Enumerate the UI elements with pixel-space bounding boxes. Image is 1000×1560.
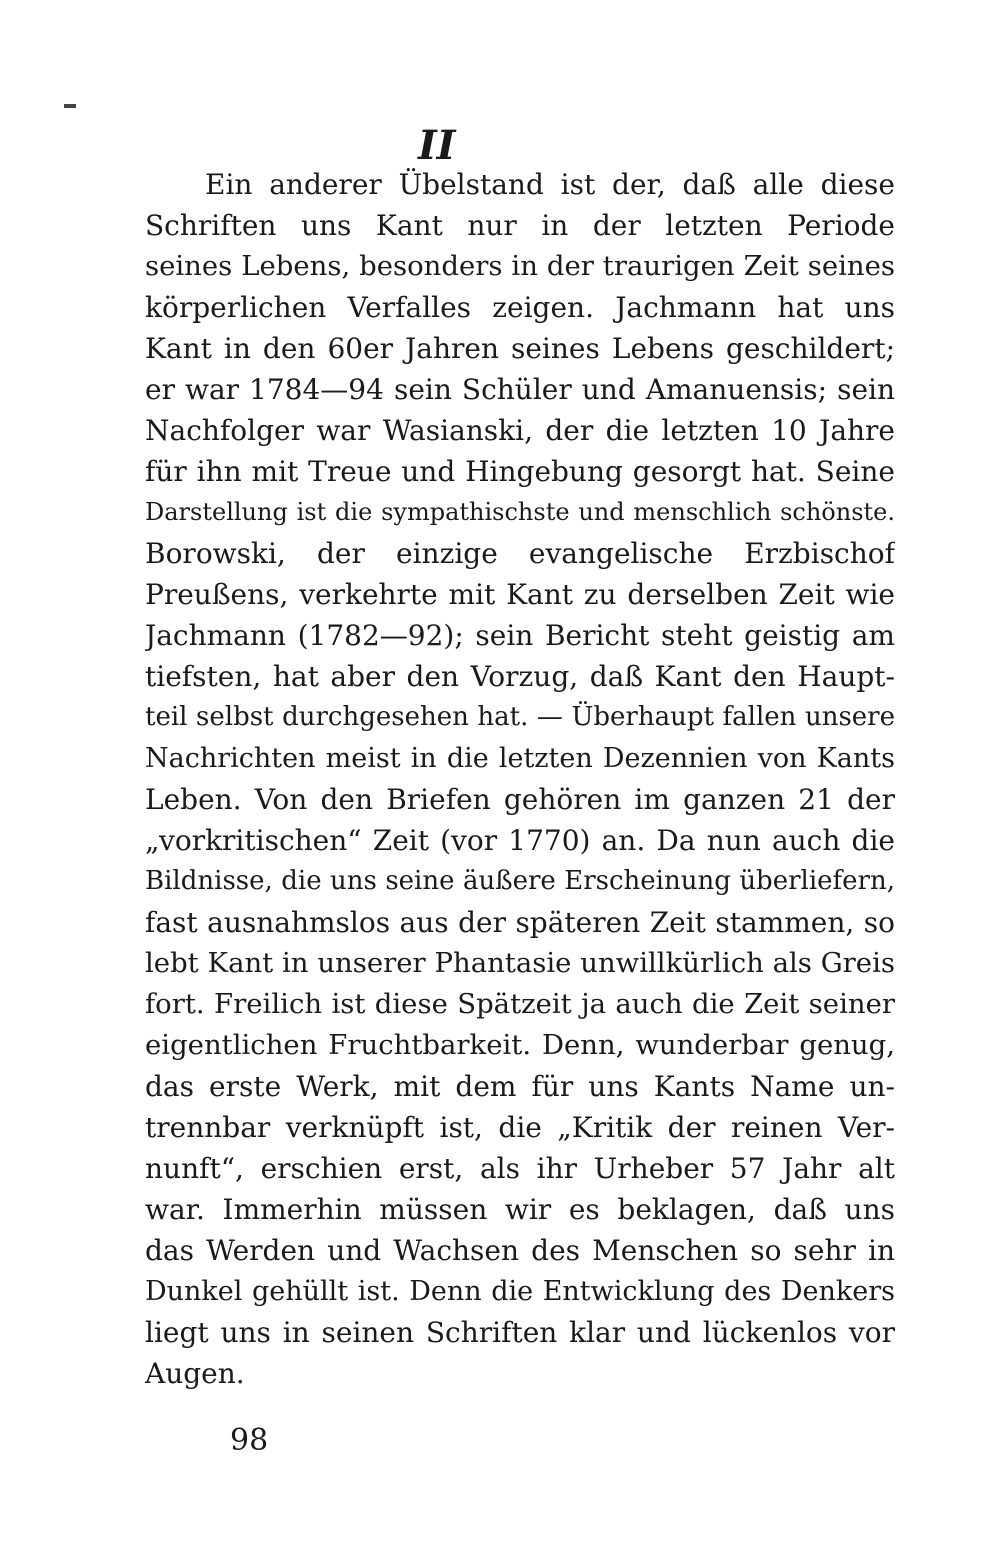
text-line: fort. Freilich ist diese Spätzeit ja auch die Zeit seiner <box>145 988 895 1020</box>
text-line: Dunkel gehüllt ist. Denn die Entwicklung des Denkers <box>145 1276 895 1307</box>
text-line: Nachfolger war Wasianski, der die letzten 10 Jahre <box>145 414 895 447</box>
text-line: seines Lebens, besonders in der traurigen Zeit seines <box>145 250 895 282</box>
text-line: Leben. Von den Briefen gehören im ganzen 21 der <box>145 783 895 816</box>
text-line: Preußens, verkehrte mit Kant zu derselben Zeit wie <box>145 578 895 611</box>
text-line: Jachmann (1782—92); sein Bericht steht geistig am <box>145 619 895 652</box>
text-line: Kant in den 60er Jahren seines Lebens geschildert; <box>145 332 895 365</box>
text-line: war. Immerhin müssen wir es beklagen, daß uns <box>145 1193 895 1226</box>
margin-dash <box>64 104 76 108</box>
text-line: tiefsten, hat aber den Vorzug, daß Kant den Haupt- <box>145 660 895 693</box>
text-line: nunft“, erschien erst, als ihr Urheber 57 Jahr alt <box>145 1152 895 1185</box>
text-line: liegt uns in seinen Schriften klar und lückenlos vor <box>145 1316 895 1349</box>
text-line: für ihn mit Treue und Hingebung gesorgt hat. Seine <box>145 455 895 488</box>
text-line: Schriften uns Kant nur in der letzten Periode <box>145 209 895 242</box>
text-line: Borowski, der einzige evangelische Erzbischof <box>145 537 895 570</box>
text-line: das Werden und Wachsen des Menschen so sehr in <box>145 1234 895 1267</box>
text-line: lebt Kant in unserer Phantasie unwillkürlich als Greis <box>145 947 895 979</box>
page-number: 98 <box>230 1423 269 1458</box>
text-line: Augen. <box>145 1357 245 1390</box>
text-line: teil selbst durchgesehen hat. — Überhaupt fallen unsere <box>145 702 895 732</box>
text-line: körperlichen Verfalles zeigen. Jachmann hat uns <box>145 291 895 324</box>
text-line: Darstellung ist die sympathischste und menschlich schönste. <box>145 498 895 526</box>
marginal-annotation: II <box>418 122 456 169</box>
text-line: Ein anderer Übelstand ist der, daß alle diese <box>205 168 895 201</box>
text-line: „vorkritischen“ Zeit (vor 1770) an. Da nun auch die <box>145 824 895 857</box>
text-line: eigentlichen Fruchtbarkeit. Denn, wunderbar genug, <box>145 1029 895 1061</box>
text-line: Bildnisse, die uns seine äußere Erscheinung überliefern, <box>145 866 895 896</box>
text-line: trennbar verknüpft ist, die „Kritik der reinen Ver- <box>145 1111 895 1144</box>
body-text <box>145 164 895 1394</box>
text-line: Nachrichten meist in die letzten Dezennien von Kants <box>145 743 895 774</box>
text-line: das erste Werk, mit dem für uns Kants Name un- <box>145 1070 895 1103</box>
text-line: fast ausnahmslos aus der späteren Zeit stammen, so <box>145 906 895 939</box>
text-line: er war 1784—94 sein Schüler und Amanuensis; sein <box>145 373 895 406</box>
